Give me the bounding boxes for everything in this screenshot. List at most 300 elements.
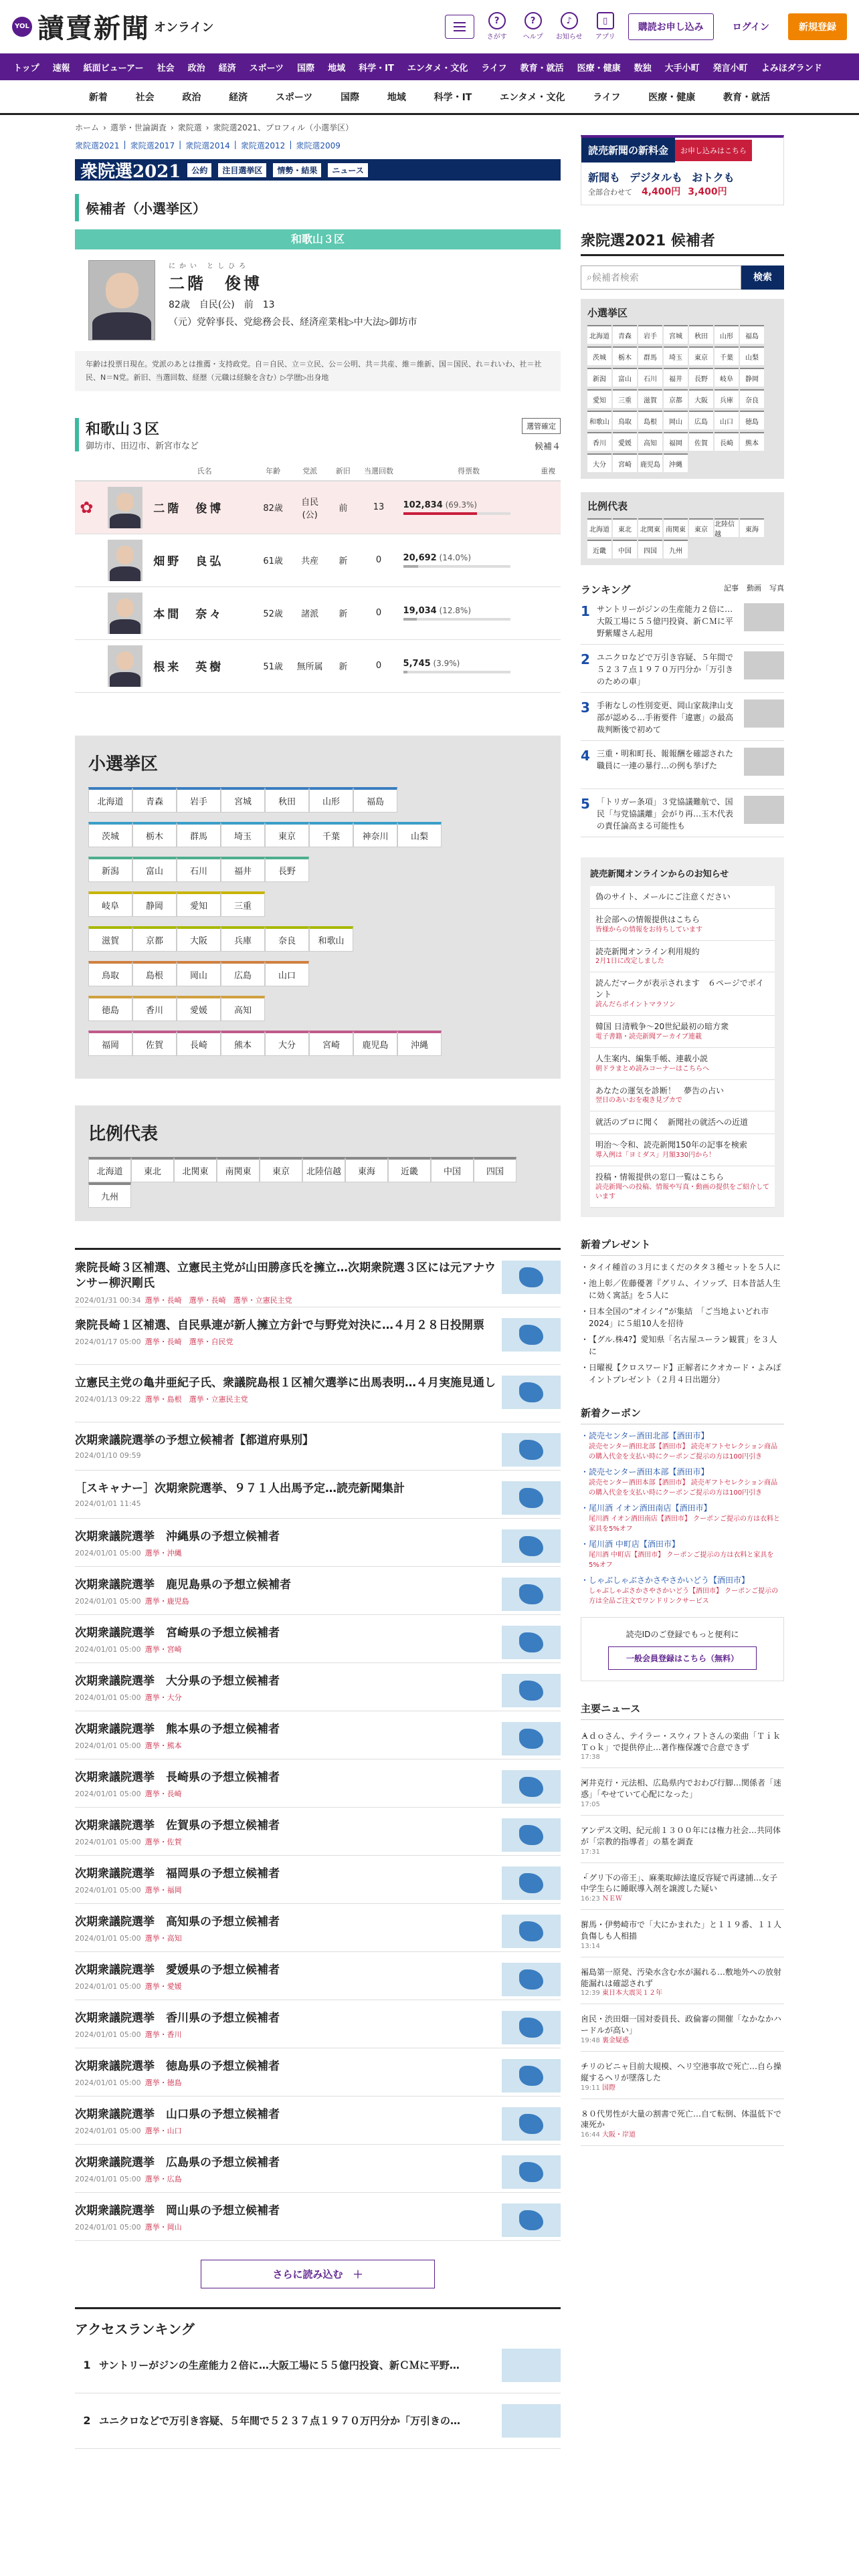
prefecture-link[interactable]: 新潟 [88,857,132,882]
chip-focus[interactable]: 注目選挙区 [218,163,266,177]
sidebar-pr-link[interactable]: 中国 [613,540,637,558]
notice-item[interactable]: 就活のプロに聞く 新聞社の就活への近道 [590,1111,775,1134]
prefecture-link[interactable]: 京都 [132,926,177,952]
news-title[interactable]: 次期衆議院選挙 山口県の予想立候補者 [75,2107,280,2121]
coupon-item[interactable]: ・ 尾川酒 イオン酒田南店【酒田市】 尾川酒 イオン酒田南店【酒田市】 クーポンご提示の方は衣料と家具を5%オフ [581,1502,784,1534]
news-item[interactable] [75,1307,561,1365]
ranking-thumbnail[interactable] [744,796,784,824]
gnav-item-13[interactable]: 医療・健康 [577,63,621,74]
pr-block-link[interactable]: 近畿 [388,1157,431,1182]
sidebar-prefecture-link[interactable]: 青森 [613,325,637,344]
sidebar-prefecture-link[interactable]: 東京 [689,346,713,365]
sidebar-prefecture-link[interactable]: 香川 [587,432,611,451]
sidebar-prefecture-link[interactable]: 三重 [613,389,637,408]
year-link[interactable]: 衆院選2012 [240,141,286,150]
news-tags[interactable]: 選挙・宮崎 [145,1645,182,1654]
prefecture-link[interactable]: 大阪 [177,926,221,952]
sidebar-prefecture-link[interactable]: 愛媛 [613,432,637,451]
notice-item[interactable]: 明治〜令和、読売新聞150年の記事を検索 導入例は「ヨミダス」月額330円から！ [590,1134,775,1166]
news-title[interactable]: 次期衆議院選挙 佐賀県の予想立候補者 [75,1818,280,1832]
news-tags[interactable]: 選挙・佐賀 [145,1838,182,1847]
hamburger-menu-icon[interactable] [445,15,474,39]
news-tags[interactable]: 選挙・香川 [145,2030,182,2040]
news-tags[interactable]: 選挙・熊本 [145,1741,182,1751]
sidebar-prefecture-link[interactable]: 山梨 [740,346,764,365]
rank-title[interactable]: ユニクロなどで万引き容疑、５年間で５２３７点１９７０万円分か「万引きの… [99,2415,461,2428]
candidate-search-button[interactable]: 検索 [741,265,784,290]
news-title[interactable]: 次期衆議院選挙 鹿児島県の予想立候補者 [75,1578,291,1592]
tab-photos[interactable]: 写真 [769,584,784,593]
news-thumbnail[interactable] [502,1722,561,1755]
news-tags[interactable]: 選挙・鹿児島 [145,1597,189,1606]
news-title[interactable]: 次期衆議院選挙 広島県の予想立候補者 [75,2155,280,2169]
present-item[interactable]: ・ 日曜視【クロスワード】正解者にクオカード・よみぽイントプレゼント（２月４日出題分） [581,1362,784,1386]
sidebar-prefecture-link[interactable]: 広島 [689,411,713,429]
sidebar-pr-link[interactable]: 南関東 [664,518,688,537]
news-item[interactable] [75,1904,561,1952]
main-news-item[interactable]: ・ 「グリ下の帝王」、麻薬取締法違反容疑で再逮捕…女子中学生らに睡眠導入剤を譲渡した疑い 16:23 ＮＥＷ [581,1867,784,1911]
year-link[interactable]: 衆院選2009 [296,141,341,150]
gnav-item-8[interactable]: 地域 [328,63,346,74]
gnav-item-16[interactable]: 発言小町 [712,63,748,74]
present-item[interactable]: ・ タイイ種首の３月にまくだのタタ３種セットを５人に [581,1261,784,1273]
prefecture-link[interactable]: 和歌山 [309,926,353,952]
gnav-item-11[interactable]: ライフ [481,63,507,74]
sidebar-prefecture-link[interactable]: 宮崎 [613,453,637,472]
ranking-item[interactable] [581,789,784,837]
news-tags[interactable]: 選挙・長崎 [145,1790,182,1799]
prefecture-link[interactable]: 徳島 [88,996,132,1021]
rank-thumbnail[interactable] [502,2349,561,2382]
sidebar-prefecture-link[interactable]: 岐阜 [714,368,739,387]
main-news-item[interactable]: ・ Ａｄｏさん、テイラー・スウィフトさんの楽曲「ＴｉｋＴｏｋ」で提供停止…著作権保護で合意できず 17:38 [581,1725,784,1769]
news-tags[interactable]: 選挙・大分 [145,1693,182,1703]
gnav-item-14[interactable]: 数独 [634,63,652,74]
notice-item[interactable]: 投稿・情報提供の窓口一覧はこちら 読売新聞への投稿、情報や写真・動画の提供をご紹介しています [590,1166,775,1208]
prefecture-link[interactable]: 滋賀 [88,926,132,952]
prefecture-link[interactable]: 栃木 [132,822,177,847]
sidebar-prefecture-link[interactable]: 富山 [613,368,637,387]
prefecture-link[interactable]: 静岡 [132,891,177,917]
prefecture-link[interactable]: 愛媛 [177,996,221,1021]
pr-block-link[interactable]: 東北 [131,1157,174,1182]
sidebar-prefecture-link[interactable]: 京都 [664,389,688,408]
gnav-item-5[interactable]: 経済 [218,63,236,74]
gnav-item-3[interactable]: 社会 [157,63,175,74]
sidebar-prefecture-link[interactable]: 沖縄 [664,453,688,472]
gnav-item-7[interactable]: 国際 [297,63,315,74]
prefecture-link[interactable]: 鳥取 [88,961,132,986]
sidebar-prefecture-link[interactable]: 長崎 [714,432,739,451]
prefecture-link[interactable]: 岡山 [177,961,221,986]
sidebar-prefecture-link[interactable]: 島根 [638,411,662,429]
subnav-item-7[interactable]: 科学・IT [434,92,472,103]
news-item[interactable] [75,1567,561,1615]
main-news-item[interactable]: ・ アンデス文明、紀元前１３００年には権力社会…共同体が「宗教的指導者」の墓を調査 17:31 [581,1820,784,1863]
sidebar-prefecture-link[interactable]: 埼玉 [664,346,688,365]
news-item[interactable] [75,2048,561,2097]
sidebar-prefecture-link[interactable]: 佐賀 [689,432,713,451]
sidebar-pr-link[interactable]: 北海道 [587,518,611,537]
sidebar-pr-link[interactable]: 四国 [638,540,662,558]
rank-title[interactable]: サントリーがジンの生産能力２倍に…大阪工場に５５億円投資、新ＣＭに平野… [99,2359,460,2372]
prefecture-link[interactable]: 鹿児島 [353,1031,397,1056]
sidebar-prefecture-link[interactable]: 北海道 [587,325,611,344]
ranking-thumbnail[interactable] [744,748,784,776]
pr-block-link[interactable]: 東京 [260,1157,302,1182]
main-news-item[interactable]: ・ 群馬・伊勢崎市で「大にかまれた」と１１９番、１１人負傷しも人相描 13:14 [581,1914,784,1957]
news-title[interactable]: 立憲民主党の亀井亜紀子氏、衆議院島根１区補欠選挙に出馬表明…４月実施見通し [75,1376,496,1390]
pr-block-link[interactable]: 南関東 [217,1157,260,1182]
ranking-item[interactable] [581,693,784,741]
news-title[interactable]: 次期衆議院選挙 長崎県の予想立候補者 [75,1770,280,1784]
rank-thumbnail[interactable] [502,2404,561,2438]
notice-item[interactable]: 偽のサイト、メールにご注意ください [590,886,775,909]
pr-block-link[interactable]: 東海 [345,1157,388,1182]
ranking-item[interactable] [581,645,784,693]
news-title[interactable]: 衆院長崎３区補選、立憲民主党が山田勝彦氏を擁立…次期衆院選３区には元アナウンサー柳沢剛氏 [75,1261,496,1291]
pr-block-link[interactable]: 北海道 [88,1157,131,1182]
candidate-name[interactable]: 根来 英樹 [152,639,257,692]
chip-pledge[interactable]: 公約 [187,163,211,177]
chip-news[interactable]: ニュース [328,163,367,177]
prefecture-link[interactable]: 埼玉 [221,822,265,847]
subnav-item-10[interactable]: 医療・健康 [648,92,696,103]
ranking-item[interactable] [581,741,784,789]
sidebar-prefecture-link[interactable]: 高知 [638,432,662,451]
gnav-item-10[interactable]: エンタメ・文化 [407,63,468,74]
sidebar-pr-link[interactable]: 近畿 [587,540,611,558]
prefecture-link[interactable]: 長野 [265,857,309,882]
news-tags[interactable]: 選挙・岡山 [145,2223,182,2232]
sidebar-prefecture-link[interactable]: 千葉 [714,346,739,365]
sidebar-prefecture-link[interactable]: 岡山 [664,411,688,429]
sidebar-prefecture-link[interactable]: 熊本 [740,432,764,451]
news-thumbnail[interactable] [502,1963,561,1996]
news-thumbnail[interactable] [502,2107,561,2141]
sidebar-prefecture-link[interactable]: 山形 [714,325,739,344]
subnav-item-2[interactable]: 政治 [182,92,201,103]
sidebar-pr-link[interactable]: 北陸信越 [714,518,739,537]
gnav-item-0[interactable]: トップ [13,63,39,74]
news-item[interactable] [75,1422,561,1471]
prefecture-link[interactable]: 石川 [177,857,221,882]
prefecture-link[interactable]: 山梨 [397,822,442,847]
subnav-item-3[interactable]: 経済 [229,92,248,103]
subnav-item-1[interactable]: 社会 [135,92,155,103]
ranking-thumbnail[interactable] [744,651,784,679]
news-title[interactable]: 次期衆議院選挙 愛媛県の予想立候補者 [75,1963,280,1977]
gnav-item-4[interactable]: 政治 [187,63,205,74]
sidebar-prefecture-link[interactable]: 福岡 [664,432,688,451]
sidebar-prefecture-link[interactable]: 群馬 [638,346,662,365]
prefecture-link[interactable]: 広島 [221,961,265,986]
news-thumbnail[interactable] [502,1866,561,1900]
notice-item[interactable]: あなたの運気を診断！ 夢告の占い 翌日のあいおを覗き見プカで [590,1080,775,1112]
sidebar-prefecture-link[interactable]: 石川 [638,368,662,387]
sidebar-prefecture-link[interactable]: 滋賀 [638,389,662,408]
prefecture-link[interactable]: 佐賀 [132,1031,177,1056]
prefecture-link[interactable]: 岩手 [177,787,221,813]
sidebar-prefecture-link[interactable]: 秋田 [689,325,713,344]
site-logo[interactable]: 讀賣新聞 [37,13,150,44]
prefecture-link[interactable]: 高知 [221,996,265,1021]
gnav-item-6[interactable]: スポーツ [249,63,284,74]
ranking-title[interactable]: 手術なしの性別変更、岡山家裁津山支部が認める…手術要件「違憲」の最高裁判断後で初めて [597,701,734,734]
sidebar-prefecture-link[interactable]: 奈良 [740,389,764,408]
subnav-item-5[interactable]: 国際 [341,92,360,103]
prefecture-link[interactable]: 北海道 [88,787,132,813]
news-thumbnail[interactable] [502,1674,561,1707]
news-thumbnail[interactable] [502,1578,561,1611]
subnav-item-8[interactable]: エンタメ・文化 [500,92,565,103]
news-item[interactable] [75,1250,561,1307]
news-thumbnail[interactable] [502,1481,561,1515]
prefecture-link[interactable]: 宮城 [221,787,265,813]
notice-item[interactable]: 社会部への情報提供はこちら 皆様からの情報をお待ちしています [590,909,775,941]
register-button[interactable]: 新規登録 [788,13,847,40]
prefecture-link[interactable]: 福岡 [88,1031,132,1056]
sidebar-prefecture-link[interactable]: 宮城 [664,325,688,344]
news-item[interactable] [75,1711,561,1759]
ranking-title[interactable]: 三重・明和町長、報報酬を確認された職員に一連の暴行…の例も挙げた [597,749,734,770]
prefecture-link[interactable]: 沖縄 [397,1031,442,1056]
help-icon[interactable]: ? ヘルプ [520,12,547,41]
news-tags[interactable]: 選挙・長崎 選挙・長崎 選挙・立憲民主党 [145,1296,292,1305]
gnav-item-1[interactable]: 速報 [52,63,70,74]
app-icon[interactable]: ▯ アプリ [592,12,619,41]
news-item[interactable] [75,1615,561,1663]
pr-block-link[interactable]: 北陸信越 [302,1157,345,1182]
main-news-item[interactable]: ・ チリのビニャ目前大規模、ヘリ空港事故で死亡…自ら操縦するヘリが墜落した 19:11 国際 [581,2056,784,2099]
news-thumbnail[interactable] [502,2011,561,2044]
gnav-item-2[interactable]: 紙面ビューアー [83,63,144,74]
sidebar-pr-link[interactable]: 東北 [613,518,637,537]
prefecture-link[interactable]: 山口 [265,961,309,986]
sidebar-prefecture-link[interactable]: 山口 [714,411,739,429]
gnav-item-17[interactable]: よみほダランド [761,63,822,74]
coupon-item[interactable]: ・ 読売センター酒田北部【酒田市】 読売センター酒田北部【酒田市】 読売ギフトセレクション商品の購入代金を支払い時にクーポンご提示の方は100円引き [581,1430,784,1462]
news-item[interactable] [75,1808,561,1856]
news-thumbnail[interactable] [502,1376,561,1409]
prefecture-link[interactable]: 青森 [132,787,177,813]
news-item[interactable] [75,1519,561,1567]
coupon-item[interactable]: ・ 尾川酒 中町店【酒田市】 尾川酒 中町店【酒田市】 クーポンご提示の方は衣料と家具を5%オフ [581,1538,784,1570]
promo-banner[interactable]: 読売新聞の新料金 お申し込みはこちら 新聞も デジタルも おトクも 全部合わせて 4,400円 3,400円 [581,135,784,205]
news-thumbnail[interactable] [502,2059,561,2092]
prefecture-link[interactable]: 福島 [353,787,397,813]
subnav-item-4[interactable]: スポーツ [275,92,313,103]
gnav-item-9[interactable]: 科学・IT [359,63,394,74]
prefecture-link[interactable]: 群馬 [177,822,221,847]
chip-results[interactable]: 情勢・結果 [273,163,321,177]
access-rank-item[interactable] [75,2338,561,2393]
news-title[interactable]: 次期衆議院選挙 熊本県の予想立候補者 [75,1722,280,1736]
present-item[interactable]: ・ 【グル.株4?】愛知県「名古屋ユーラン観賞」を３人に [581,1333,784,1358]
year-link[interactable]: 衆院選2014 [185,141,230,150]
prefecture-link[interactable]: 東京 [265,822,309,847]
prefecture-link[interactable]: 香川 [132,996,177,1021]
candidate-name[interactable]: 畑野 良弘 [152,534,257,586]
load-more-button[interactable]: さらに読み込む ＋ [201,2260,435,2288]
ranking-title[interactable]: サントリーがジンの生産能力２倍に…大阪工場に５５億円投資、新ＣＭに平野紫耀さん起用 [597,605,734,638]
breadcrumb-item[interactable]: 衆院選 [177,123,202,132]
news-title[interactable]: 次期衆議院選挙 福岡県の予想立候補者 [75,1866,280,1881]
prefecture-link[interactable]: 茨城 [88,822,132,847]
news-tags[interactable]: 選挙・沖縄 [145,1549,182,1558]
prefecture-link[interactable]: 山形 [309,787,353,813]
news-title[interactable]: ［スキャナー］次期衆院選挙、９７１人出馬予定…読売新聞集計 [75,1481,405,1495]
free-register-button[interactable]: 一般会員登録はこちら（無料） [608,1646,757,1670]
news-tags[interactable]: 選挙・福岡 [145,1886,182,1895]
gnav-item-15[interactable]: 大手小町 [664,63,700,74]
news-title[interactable]: 次期衆議院選挙 沖縄県の予想立候補者 [75,1529,280,1543]
news-title[interactable]: 次期衆議院選挙 香川県の予想立候補者 [75,2011,280,2025]
gnav-item-12[interactable]: 教育・就活 [520,63,564,74]
prefecture-link[interactable]: 長崎 [177,1031,221,1056]
breadcrumb-item[interactable]: 衆院選2021、プロフィル（小選挙区） [213,123,354,132]
subscribe-button[interactable]: 購読お申し込み [628,13,714,40]
news-tags[interactable]: 選挙・島根 選挙・立憲民主党 [145,1395,248,1404]
pr-block-link[interactable]: 北関東 [174,1157,217,1182]
news-tags[interactable]: 選挙・愛媛 [145,1982,182,1992]
news-item[interactable] [75,1663,561,1711]
news-item[interactable] [75,1471,561,1519]
news-title[interactable]: 次期衆議院選挙 岡山県の予想立候補者 [75,2204,280,2218]
sidebar-prefecture-link[interactable]: 福井 [664,368,688,387]
subnav-item-9[interactable]: ライフ [593,92,621,103]
news-thumbnail[interactable] [502,1261,561,1294]
prefecture-link[interactable]: 大分 [265,1031,309,1056]
ranking-thumbnail[interactable] [744,603,784,631]
sidebar-pr-link[interactable]: 東京 [689,518,713,537]
ranking-title[interactable]: 「トリガー条項」３党協議難航で、国民「与党協議離」会がり再…玉木代表の責任論高まる可能性も [597,797,734,831]
ranking-thumbnail[interactable] [744,700,784,728]
pr-block-link[interactable]: 九州 [88,1182,131,1208]
prefecture-link[interactable]: 島根 [132,961,177,986]
prefecture-link[interactable]: 奈良 [265,926,309,952]
sidebar-pr-link[interactable]: 東海 [740,518,764,537]
news-tags[interactable]: 選挙・徳島 [145,2078,182,2088]
login-button[interactable]: ログイン [732,21,769,33]
sidebar-prefecture-link[interactable]: 鹿児島 [638,453,662,472]
prefecture-link[interactable]: 福井 [221,857,265,882]
candidate-name[interactable]: 二階 俊博 [152,481,257,534]
coupon-item[interactable]: ・ 読売センター酒田本部【酒田市】 読売センター酒田本部【酒田市】 読売ギフトセレクション商品の購入代金を支払い時にクーポンご提示の方は100円引き [581,1466,784,1498]
notice-item[interactable]: 読売新聞オンライン利用規約 2月1日に改定しました [590,941,775,973]
prefecture-link[interactable]: 秋田 [265,787,309,813]
pr-block-link[interactable]: 四国 [474,1157,516,1182]
news-item[interactable] [75,1365,561,1422]
news-tags[interactable]: 選挙・山口 [145,2127,182,2136]
candidate-name[interactable]: 本間 奈々 [152,586,257,639]
sidebar-prefecture-link[interactable]: 静岡 [740,368,764,387]
subnav-item-0[interactable]: 新着 [88,92,108,103]
sidebar-prefecture-link[interactable]: 岩手 [638,325,662,344]
notice-item[interactable]: 読んだマークが表示されます ６ページでポイント 読んだらポイントマラソン [590,972,775,1016]
sidebar-prefecture-link[interactable]: 大阪 [689,389,713,408]
news-thumbnail[interactable] [502,1318,561,1352]
notice-item[interactable]: 韓国 日清戦争〜20世紀最初の暗方衆 電子書籍・読売新聞アーカイブ連載 [590,1016,775,1048]
sidebar-prefecture-link[interactable]: 愛知 [587,389,611,408]
news-tags[interactable]: 選挙・長崎 選挙・自民党 [145,1337,233,1347]
news-item[interactable] [75,2193,561,2241]
present-item[interactable]: ・ 池上彰／佐藤優著『グリム、イソップ、日本昔話人生に効く寓話』を５人に [581,1277,784,1301]
present-item[interactable]: ・ 日本全国の“オイシイ”が集結 「ご当地よいどれ市2024」に５組10人を招待 [581,1305,784,1329]
news-item[interactable] [75,1856,561,1904]
main-news-item[interactable]: ・ 河井克行・元法相、広島県内でおわび行脚…関係者「迷惑」「やせていて心配になった」 17:05 [581,1772,784,1816]
logo-badge[interactable]: YOL [12,17,32,37]
news-item[interactable] [75,1952,561,2000]
pr-block-link[interactable]: 中国 [431,1157,474,1182]
year-link[interactable]: 衆院選2021 [75,141,120,150]
main-news-item[interactable]: ・ ８０代男性が大量の割書で死亡…自て転倒、体温低下で凍死か 16:44 大阪・岸道 [581,2103,784,2147]
news-thumbnail[interactable] [502,1915,561,1948]
sidebar-prefecture-link[interactable]: 栃木 [613,346,637,365]
sidebar-prefecture-link[interactable]: 鳥取 [613,411,637,429]
subnav-item-6[interactable]: 地域 [387,92,406,103]
tab-articles[interactable]: 記事 [724,584,739,593]
coupon-item[interactable]: ・ しゃぶしゃぶさかさやさかいどう【酒田市】 しゃぶしゃぶさかさやさかいどう【酒田市】 クーポンご提示の方は全品ご注文でワンドリンクサービス [581,1574,784,1606]
ranking-title[interactable]: ユニクロなどで万引き容疑、５年間で５２３７点１９７０万円分か「万引きのための車」 [597,653,734,686]
sidebar-prefecture-link[interactable]: 徳島 [740,411,764,429]
breadcrumb-item[interactable]: 選挙・世論調査 [110,123,167,132]
prefecture-link[interactable]: 富山 [132,857,177,882]
access-rank-item[interactable] [75,2393,561,2449]
prefecture-link[interactable]: 宮崎 [309,1031,353,1056]
search-icon[interactable]: ? さがす [484,12,510,41]
sidebar-pr-link[interactable]: 九州 [664,540,688,558]
news-tags[interactable]: 選挙・高知 [145,1934,182,1943]
candidate-search-input[interactable]: ⌕ 候補者検索 [581,265,741,290]
sidebar-prefecture-link[interactable]: 福島 [740,325,764,344]
sidebar-prefecture-link[interactable]: 和歌山 [587,411,611,429]
bell-icon[interactable]: ♪ お知らせ [556,12,583,41]
news-tags[interactable]: 選挙・広島 [145,2175,182,2184]
sidebar-prefecture-link[interactable]: 長野 [689,368,713,387]
sidebar-pr-link[interactable]: 北関東 [638,518,662,537]
subnav-item-11[interactable]: 教育・就活 [723,92,770,103]
breadcrumb-item[interactable]: ホーム [75,123,100,132]
prefecture-link[interactable]: 神奈川 [353,822,397,847]
prefecture-link[interactable]: 千葉 [309,822,353,847]
prefecture-link[interactable]: 兵庫 [221,926,265,952]
notice-item[interactable]: 人生案内、編集手帳、連載小説 朝ドラまとめ読みコーナーはこちらへ [590,1048,775,1080]
news-title[interactable]: 次期衆議院選挙 宮崎県の予想立候補者 [75,1626,280,1640]
news-thumbnail[interactable] [502,1818,561,1852]
prefecture-link[interactable]: 熊本 [221,1031,265,1056]
news-item[interactable] [75,2145,561,2193]
news-item[interactable] [75,2000,561,2048]
news-title[interactable]: 衆院長崎１区補選、自民県連が新人擁立方針で与野党対決に…４月２８日投開票 [75,1318,484,1332]
tab-videos[interactable]: 動画 [747,584,761,593]
news-title[interactable]: 次期衆議院選挙 徳島県の予想立候補者 [75,2059,280,2073]
news-thumbnail[interactable] [502,2155,561,2189]
sidebar-prefecture-link[interactable]: 大分 [587,453,611,472]
news-thumbnail[interactable] [502,1770,561,1804]
sidebar-prefecture-link[interactable]: 新潟 [587,368,611,387]
news-item[interactable] [75,1759,561,1808]
news-thumbnail[interactable] [502,1626,561,1659]
sidebar-prefecture-link[interactable]: 茨城 [587,346,611,365]
prefecture-link[interactable]: 岐阜 [88,891,132,917]
news-title[interactable]: 次期衆議院選挙 高知県の予想立候補者 [75,1915,280,1929]
news-title[interactable]: 次期衆議院選挙の予想立候補者【都道府県別】 [75,1433,314,1447]
year-link[interactable]: 衆院選2017 [130,141,175,150]
news-item[interactable] [75,2097,561,2145]
news-title[interactable]: 次期衆議院選挙 大分県の予想立候補者 [75,1674,280,1688]
ranking-item[interactable] [581,597,784,645]
